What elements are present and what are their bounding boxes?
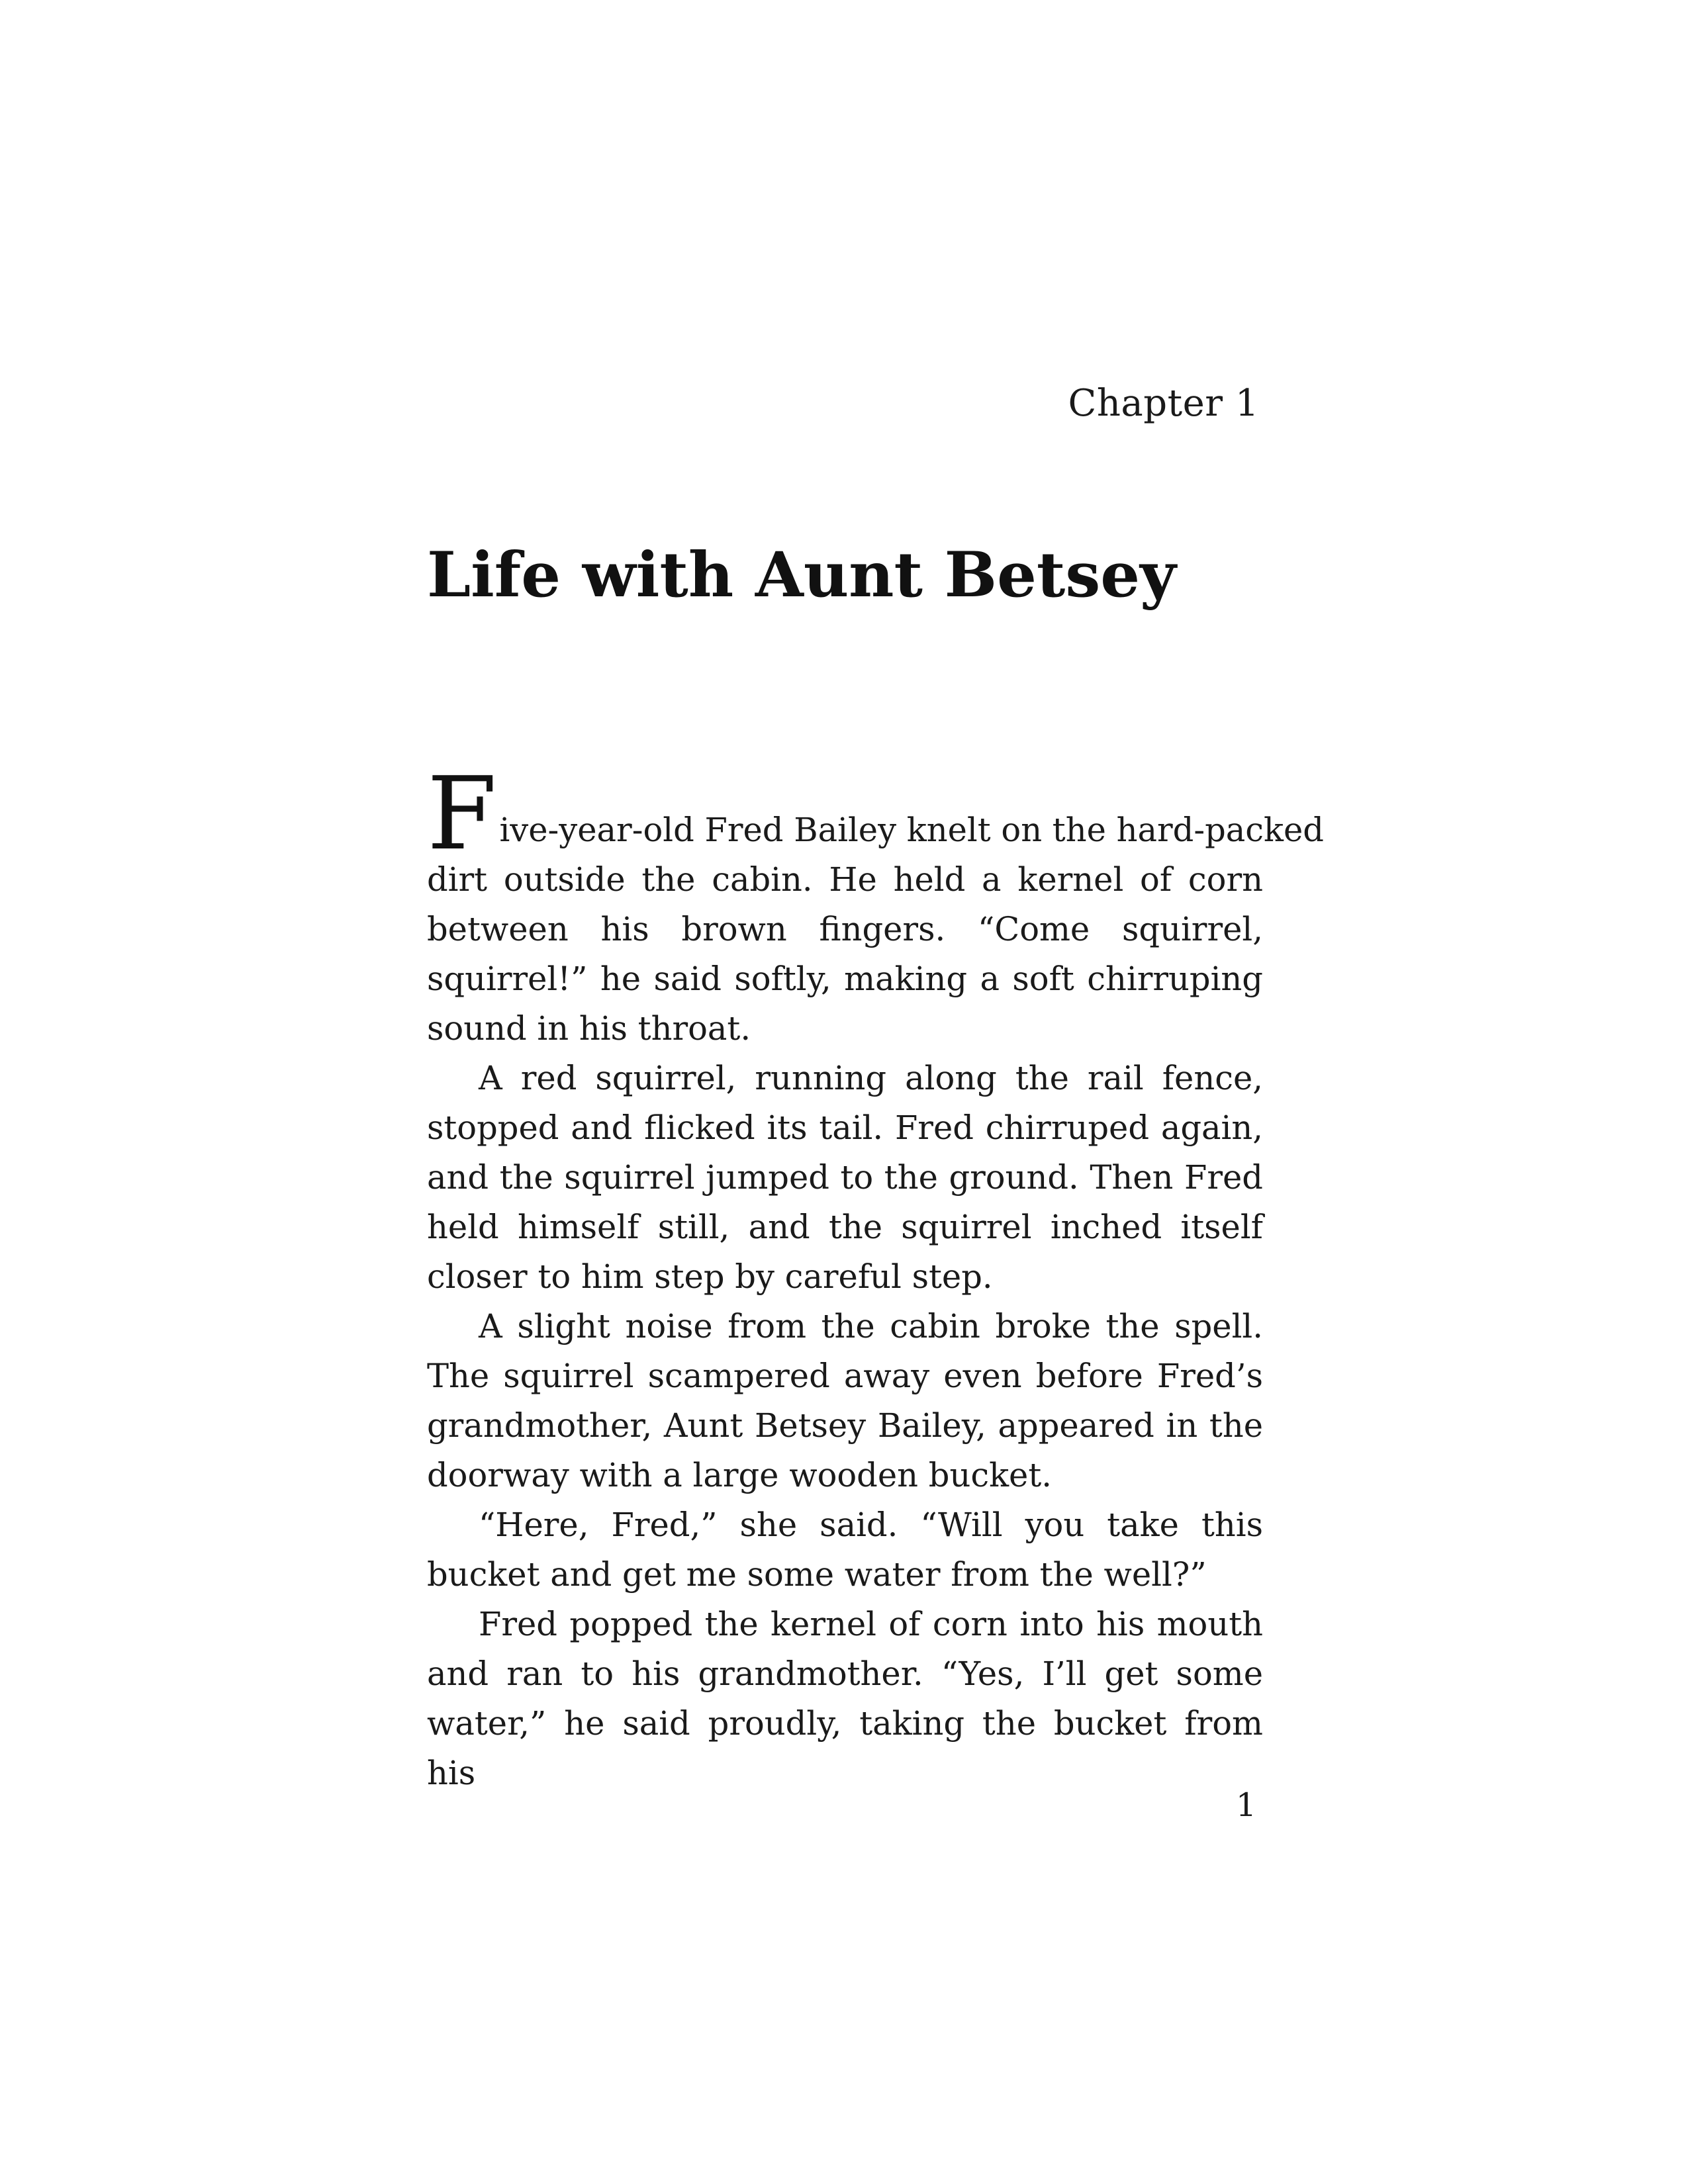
chapter-title: Life with Aunt Betsey (427, 539, 1176, 612)
paragraph-1-text: dirt outside the cabin. He held a kernel of corn between his brown fingers. “Come squirrel, squirrel!” he said softly, making a soft chirruping sound in his throat. (427, 860, 1263, 1048)
paragraph-2: A red squirrel, running along the rail fence, stopped and flicked its tail. Fred chirruped again, and the squirrel jumped to the ground. Then Fred held himself still, and the squirrel inched itself closer to him step by careful step. (427, 1059, 1263, 1296)
paragraph-3: A slight noise from the cabin broke the spell. The squirrel scampered away even before Fred’s grandmother, Aunt Betsey Bailey, appeared in the doorway with a large wooden bucket. (427, 1307, 1263, 1494)
page-number: 1 (1235, 1786, 1256, 1824)
drop-cap: F (427, 755, 497, 872)
chapter-text (427, 755, 1324, 1798)
paragraph-5: Fred popped the kernel of corn into his mouth and ran to his grandmother. “Yes, I’ll get some water,” he said proudly, taking the bucket from his (427, 1605, 1263, 1792)
paragraph-4: “Here, Fred,” she said. “Will you take this bucket and get me some water from the well?” (427, 1506, 1263, 1594)
paragraph-1 (427, 755, 1324, 1054)
chapter-label: Chapter 1 (1068, 382, 1259, 425)
paragraph-1-opening-line: ive-year-old Fred Bailey knelt on the hard-packed (499, 811, 1324, 849)
